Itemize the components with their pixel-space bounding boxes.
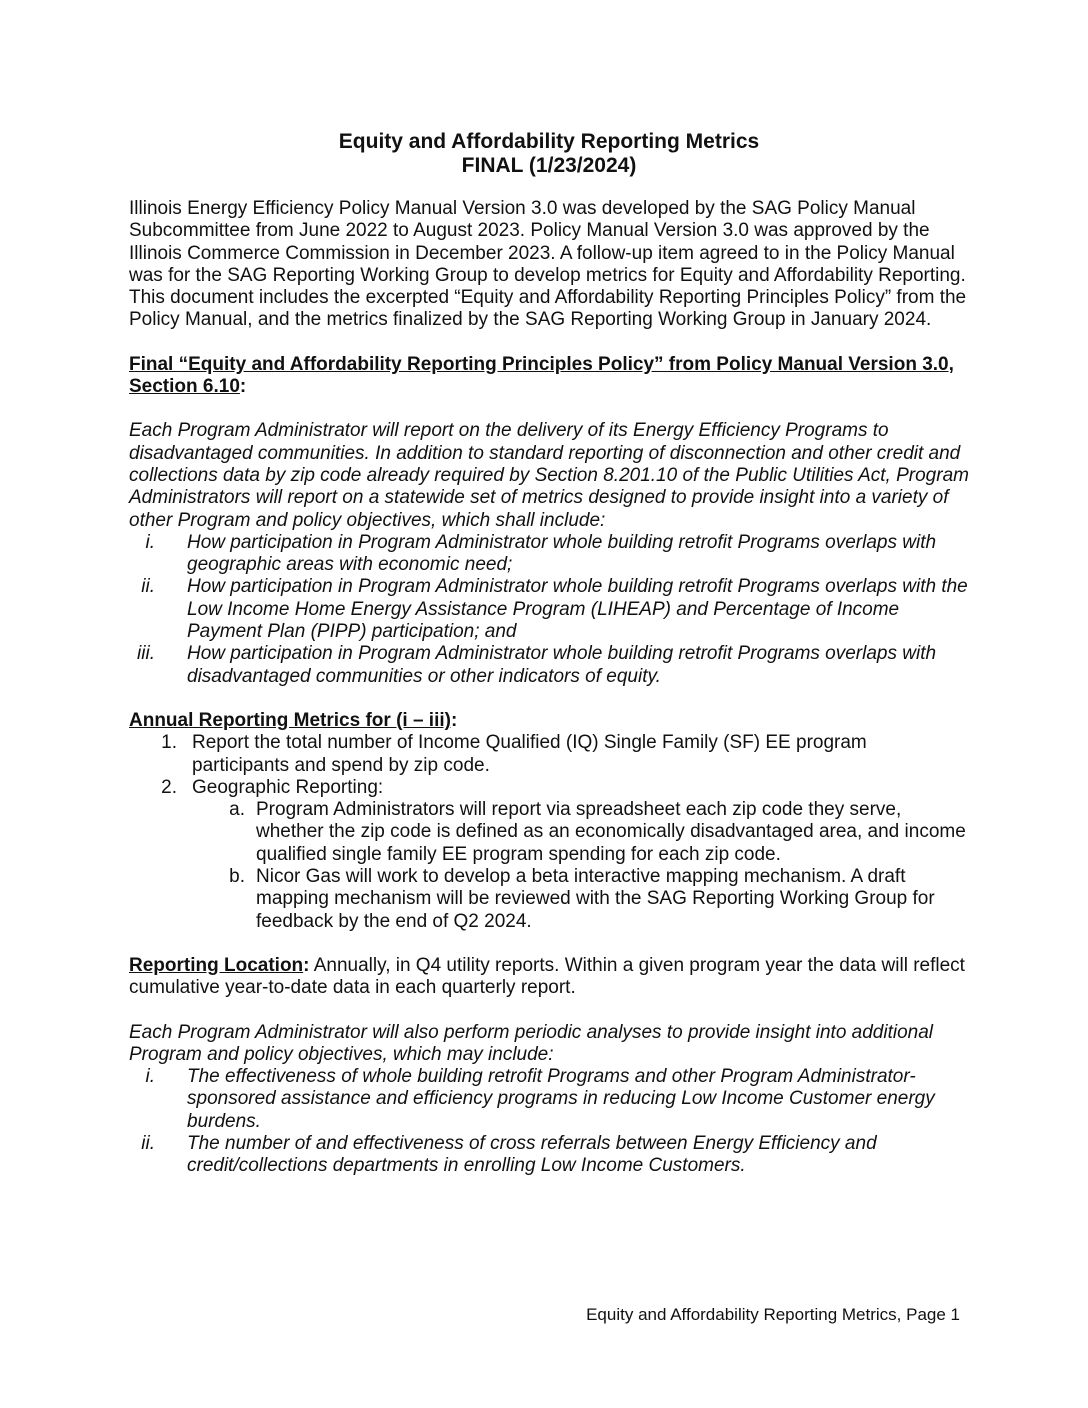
policy-heading-text: Final “Equity and Affordability Reporting Principles Policy” from Policy Manual Version 3.0, Section 6.10 <box>129 353 954 398</box>
metrics-heading <box>129 710 969 732</box>
list-item <box>129 532 969 577</box>
list-item <box>129 866 969 933</box>
list-item <box>129 1133 969 1178</box>
intro-paragraph: Illinois Energy Efficiency Policy Manual Version 3.0 was developed by the SAG Policy Manual Subcommittee from June 2022 to August 2023. Policy Manual Version 3.0 was approved by the Illinois Commerce Commission in December 2023. A follow-up item agreed to in the Policy Manual was for the SAG Reporting Working Group to develop metrics for Equity and Affordability Reporting. This document includes the excerpted “Equity and Affordability Reporting Principles Policy” from the Policy Manual, and the metrics finalized by the SAG Reporting Working Group in January 2024. <box>129 198 967 331</box>
list-item-text: How participation in Program Administrator whole building retrofit Programs overlaps with geographic areas with economic need; <box>187 531 937 576</box>
list-item-text: Geographic Reporting: <box>192 776 384 798</box>
analyses-paragraph: Each Program Administrator will also perform periodic analyses to provide insight into additional Program and policy objectives, which may include: <box>129 1021 934 1065</box>
policy-heading <box>129 354 969 399</box>
list-item <box>129 777 969 933</box>
list-item-number: ii. <box>141 576 155 598</box>
reporting-location-label: Reporting Location <box>129 954 304 976</box>
page-footer: Equity and Affordability Reporting Metrics, Page 1 <box>586 1305 960 1324</box>
reporting-location-text: Annually, in Q4 utility reports. Within a given program year the data will reflect cumulative year-to-date data in each quarterly report. <box>129 954 965 999</box>
policy-heading-colon: : <box>239 376 247 398</box>
document-title: Equity and Affordability Reporting Metrics <box>338 130 760 153</box>
document-subtitle: FINAL (1/23/2024) <box>461 154 637 177</box>
analyses-list <box>129 1066 969 1177</box>
list-item <box>129 1066 969 1133</box>
list-item-text: The number of and effectiveness of cross referrals between Energy Efficiency and credit/collections departments in enrolling Low Income Customers. <box>187 1132 877 1177</box>
list-item <box>129 643 969 688</box>
policy-paragraph: Each Program Administrator will report on the delivery of its Energy Efficiency Programs to disadvantaged communities. In addition to standard reporting of disconnection and other credit and collections data by zip code already required by Section 8.201.10 of the Public Utilities Act, Program Administrators will report on a statewide set of metrics designed to provide insight into a variety of other Program and policy objectives, which shall include: <box>129 420 969 531</box>
list-item-text: How participation in Program Administrator whole building retrofit Programs overlaps with the Low Income Home Energy Assistance Program (LIHEAP) and Percentage of Income Payment Plan (PIPP) participation; and <box>187 576 968 643</box>
list-item-text: The effectiveness of whole building retrofit Programs and other Program Administrator-sponsored assistance and efficiency programs in reducing Low Income Customer energy burdens. <box>187 1066 935 1132</box>
policy-list <box>129 532 969 688</box>
list-item <box>129 576 969 643</box>
list-item <box>129 799 969 866</box>
list-item-text: Report the total number of Income Qualified (IQ) Single Family (SF) EE program participants and spend by zip code. <box>192 732 867 776</box>
list-item-number: i. <box>145 531 155 553</box>
list-item-text: Nicor Gas will work to develop a beta interactive mapping mechanism. A draft mapping mechanism will be reviewed with the SAG Reporting Working Group for feedback by the end of Q2 2024. <box>256 866 935 932</box>
list-item-number: 2. <box>161 776 177 798</box>
metrics-heading-text: Annual Reporting Metrics for (i – iii) <box>129 709 451 731</box>
list-item-number: 1. <box>161 732 177 754</box>
list-item-number: b. <box>229 866 245 888</box>
list-item <box>129 732 969 777</box>
reporting-location-colon: : <box>303 954 310 976</box>
list-item-number: ii. <box>141 1132 155 1154</box>
geo-list <box>192 799 969 933</box>
list-item-number: iii. <box>137 643 155 665</box>
list-item-number: a. <box>229 799 245 821</box>
metrics-heading-colon: : <box>450 709 458 731</box>
reporting-location <box>129 955 969 1000</box>
document-body <box>129 130 969 1178</box>
metrics-list <box>129 732 969 933</box>
list-item-number: i. <box>145 1066 155 1088</box>
list-item-text: Program Administrators will report via spreadsheet each zip code they serve, whether the zip code is defined as an economically disadvantaged area, and income qualified single family EE program spending for each zip code. <box>256 799 966 865</box>
list-item-text: How participation in Program Administrator whole building retrofit Programs overlaps with disadvantaged communities or other indicators of equity. <box>187 643 937 687</box>
